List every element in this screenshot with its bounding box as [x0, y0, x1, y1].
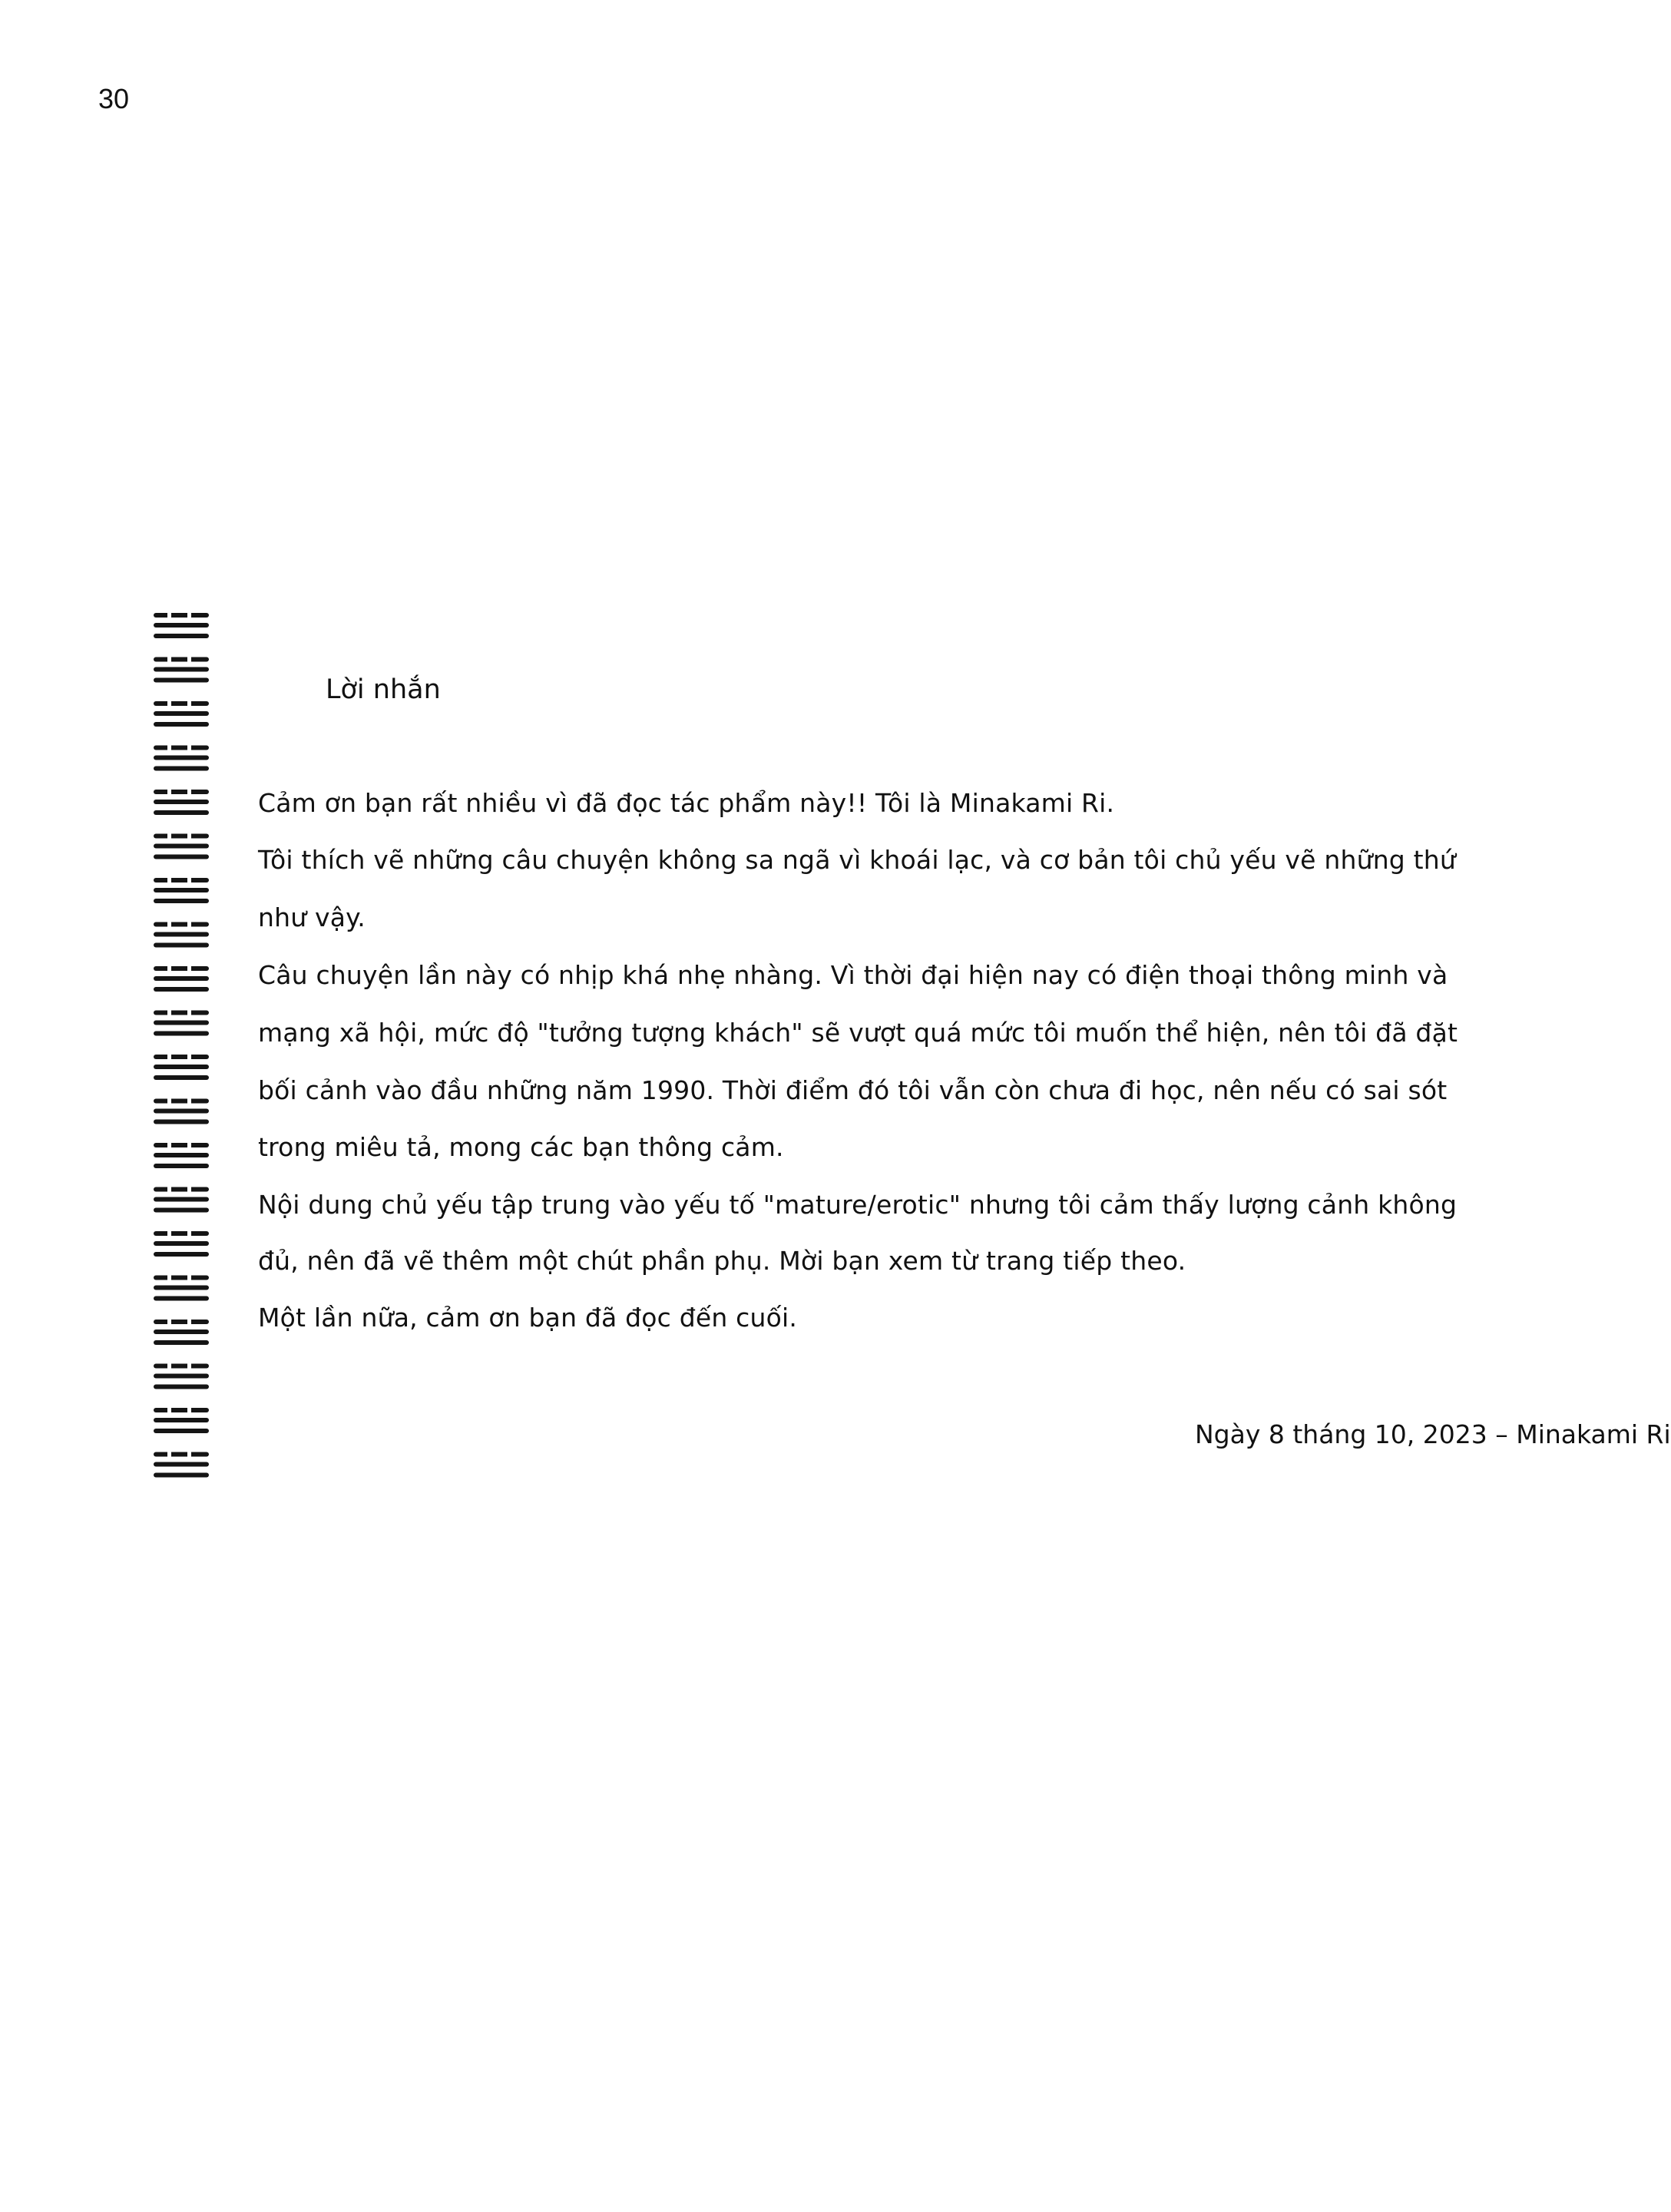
- note-line-4: Câu chuyện lần này có nhịp khá nhẹ nhàng. Vì thời đại hiện nay có điện thoại thông minh và: [258, 960, 1448, 990]
- binding-ring: [154, 1318, 209, 1345]
- note-line-7: trong miêu tả, mong các bạn thông cảm.: [258, 1132, 784, 1162]
- binding-ring: [154, 611, 209, 638]
- note-line-1: Cảm ơn bạn rất nhiều vì đã đọc tác phẩm này!! Tôi là Minakami Ri.: [258, 788, 1115, 818]
- binding-ring: [154, 965, 209, 992]
- note-line-2: Tôi thích vẽ những câu chuyện không sa ngã vì khoái lạc, và cơ bản tôi chủ yếu vẽ những thứ: [258, 845, 1457, 875]
- binding-ring: [154, 656, 209, 683]
- binding-ring: [154, 788, 209, 815]
- binding-ring: [154, 700, 209, 727]
- binding-ring: [154, 921, 209, 948]
- binding-ring: [154, 1363, 209, 1389]
- note-signature: Ngày 8 tháng 10, 2023 – Minakami Ri: [1195, 1419, 1671, 1449]
- binding-ring: [154, 1053, 209, 1080]
- note-line-6: bối cảnh vào đầu những năm 1990. Thời điểm đó tôi vẫn còn chưa đi học, nên nếu có sai sót: [258, 1075, 1448, 1105]
- note-line-10: Một lần nữa, cảm ơn bạn đã đọc đến cuối.: [258, 1303, 798, 1333]
- binding-ring: [154, 1141, 209, 1168]
- binding-ring: [154, 1186, 209, 1213]
- binding-ring: [154, 876, 209, 903]
- note-line-5: mạng xã hội, mức độ "tưởng tượng khách" sẽ vượt quá mức tôi muốn thể hiện, nên tôi đã đặt: [258, 1018, 1458, 1048]
- note-line-3: như vậy.: [258, 902, 366, 932]
- binding-ring: [154, 1274, 209, 1301]
- binding-ring: [154, 1098, 209, 1124]
- binding-rings-graphic: [151, 607, 212, 1463]
- page-number: 30: [98, 83, 130, 114]
- binding-ring: [154, 1406, 209, 1433]
- binding-ring: [154, 1009, 209, 1036]
- note-title: Lời nhắn: [326, 674, 441, 705]
- binding-ring: [154, 1230, 209, 1257]
- notebook-binding-rings: [151, 607, 212, 1463]
- note-line-9: đủ, nên đã vẽ thêm một chút phần phụ. Mời bạn xem từ trang tiếp theo.: [258, 1246, 1186, 1276]
- binding-ring: [154, 833, 209, 859]
- binding-ring: [154, 1451, 209, 1478]
- binding-ring: [154, 744, 209, 771]
- note-line-8: Nội dung chủ yếu tập trung vào yếu tố "mature/erotic" nhưng tôi cảm thấy lượng cảnh không: [258, 1190, 1458, 1220]
